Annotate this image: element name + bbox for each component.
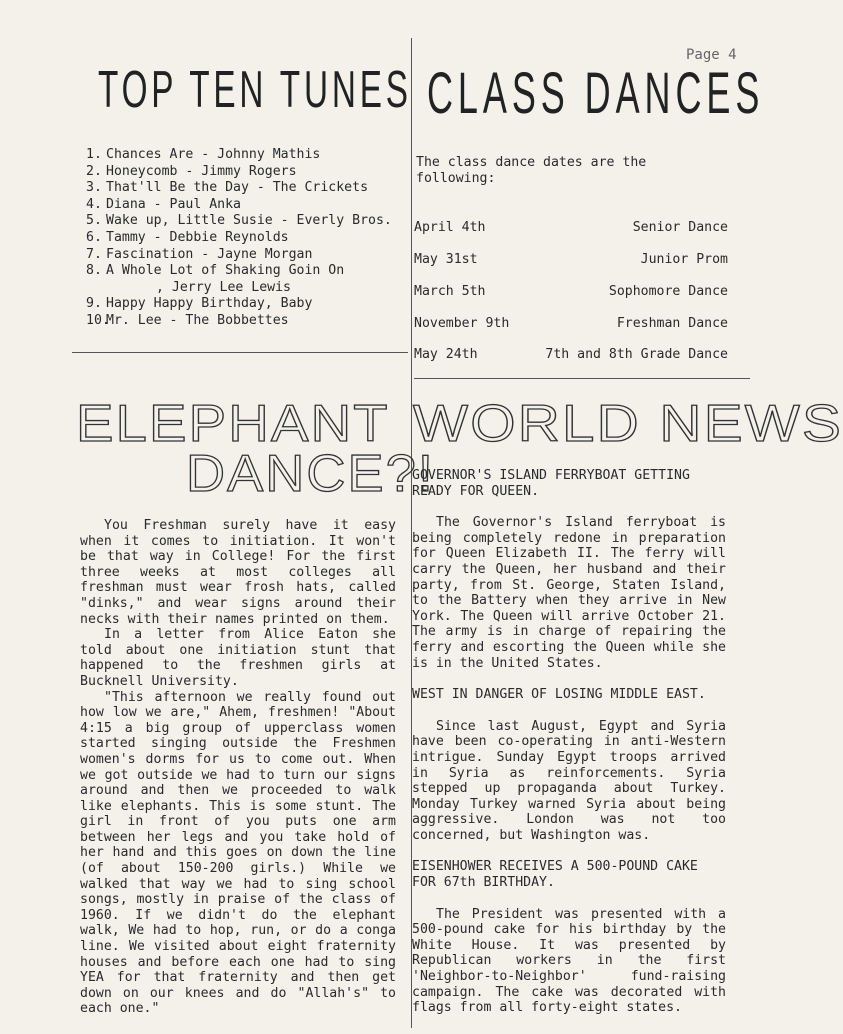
dance-row bbox=[414, 316, 728, 331]
tune-item bbox=[86, 164, 392, 181]
tune-item bbox=[86, 213, 392, 230]
news-headline: WEST IN DANGER OF LOSING MIDDLE EAST. bbox=[412, 687, 706, 703]
dance-event: 7th and 8th Grade Dance bbox=[545, 347, 728, 362]
news-headline: GOVERNOR'S ISLAND FERRYBOAT GETTING READY FOR QUEEN. bbox=[412, 468, 690, 499]
news-body: Since last August, Egypt and Syria have been co-operating in anti-Western intrigue. Sunday Egypt troops arrived in Syria as reinforcements. Syria stepped up propaganda about Turkey. Monday Turkey warned Syria about being aggressive. London was not too concerned, but Washington was. bbox=[412, 718, 726, 843]
tune-item bbox=[86, 280, 392, 297]
dance-date: May 24th bbox=[414, 347, 478, 362]
world-news-title: WORLD NEWS bbox=[413, 395, 843, 453]
tune-text: Chances Are - Johnny Mathis bbox=[106, 147, 321, 162]
dance-row bbox=[414, 220, 728, 235]
news-body: The President was presented with a 500-pound cake for his birthday by the White House. It was presented by Republican workers in the first 'Neighbor-to-Neighbor' fund-raising campaign. The cake was decorated with flags from all forty-eight states. bbox=[412, 906, 726, 1016]
dance-event: Sophomore Dance bbox=[608, 284, 728, 299]
tune-number: 4. bbox=[86, 196, 102, 212]
world-news-article bbox=[412, 468, 726, 1016]
tune-item bbox=[86, 197, 392, 214]
tune-text: That'll Be the Day - The Crickets bbox=[106, 180, 369, 196]
tune-item bbox=[86, 180, 392, 197]
dance-row bbox=[414, 284, 728, 299]
dance-date: April 4th bbox=[414, 220, 486, 235]
tune-item bbox=[86, 247, 392, 264]
news-body: The Governor's Island ferryboat is being completely redone in preparation for Queen Elizabeth II. The ferry will carry the Queen, her husband and their party, from St. George, Staten Island, to the Battery when they arrive in New York. The Queen will arrive October 21. The army is in charge of repairing the ferry and escorting the Queen while she is in the United States. bbox=[412, 515, 726, 671]
tune-item bbox=[86, 230, 392, 247]
tune-number: 5. bbox=[86, 213, 102, 229]
dance-date: November 9th bbox=[414, 316, 510, 331]
tune-text: , Jerry Lee Lewis bbox=[156, 279, 291, 295]
tune-number: 7. bbox=[86, 246, 102, 262]
elephant-title-line1: ELEPHANT bbox=[76, 395, 390, 453]
tune-text: Diana - Paul Anka bbox=[106, 196, 241, 212]
tune-item bbox=[86, 147, 392, 164]
tune-text: Mr. Lee - The Bobbettes bbox=[106, 312, 289, 328]
class-dances-intro: The class dance dates are the following: bbox=[416, 155, 647, 186]
tune-text: Tammy - Debbie Reynolds bbox=[106, 229, 289, 245]
top-ten-title: TOP TEN TUNES bbox=[98, 61, 412, 119]
class-dances-title: CLASS DANCES bbox=[427, 61, 765, 126]
tune-number: 8. bbox=[86, 263, 102, 279]
tune-number: 3. bbox=[86, 180, 102, 196]
tune-text: A Whole Lot of Shaking Goin On bbox=[106, 263, 345, 279]
dance-row bbox=[414, 252, 728, 267]
elephant-paragraph: "This afternoon we really found out how low we are," Ahem, freshmen! "About 4:15 a big group of upperclass women started singing outside the Freshmen women's dorms for us to come out. When we got outside we had to turn our signs around and then we proceeded to walk like elephants. This is some stunt. The girl in front of you puts one arm between her legs and you take hold of her hand and this goes on down the line (of about 150-200 girls.) While we walked that way we had to sing school songs, mostly in praise of the class of 1960. If we didn't do the elephant walk, We had to hop, run, or do a conga line. We visited about eight fraternity houses and before each one had to sing YEA for that fraternity and then get down on our knees and do "Allah's" to each one." bbox=[80, 689, 396, 1017]
tune-text: Fascination - Jayne Morgan bbox=[106, 246, 313, 262]
dance-row bbox=[414, 347, 728, 362]
news-headline: EISENHOWER RECEIVES A 500-POUND CAKE FOR 67th BIRTHDAY. bbox=[412, 859, 698, 891]
tune-number: 10. bbox=[86, 312, 110, 328]
dance-date: May 31st bbox=[414, 252, 478, 267]
tune-number: 6. bbox=[86, 229, 102, 245]
dance-event: Senior Dance bbox=[632, 220, 728, 235]
page-number: Page 4 bbox=[686, 47, 737, 63]
elephant-paragraph: In a letter from Alice Eaton she told about one initiation stunt that happened to the freshmen girls at Bucknell University. bbox=[80, 627, 396, 689]
tune-text: Happy Happy Birthday, Baby bbox=[106, 296, 313, 312]
tune-item bbox=[86, 296, 392, 313]
tune-item bbox=[86, 263, 392, 280]
tune-text: Honeycomb - Jimmy Rogers bbox=[106, 163, 297, 179]
elephant-title-line2: DANCE?! bbox=[186, 445, 435, 503]
top-ten-list bbox=[86, 147, 392, 330]
dance-event: Freshman Dance bbox=[616, 316, 728, 331]
tune-number: 1. bbox=[86, 147, 102, 162]
tune-item bbox=[86, 313, 392, 330]
dance-date: March 5th bbox=[414, 284, 486, 299]
elephant-article bbox=[80, 518, 396, 1017]
tune-text: Wake up, Little Susie - Everly Bros. bbox=[106, 213, 392, 229]
dance-event: Junior Prom bbox=[640, 252, 728, 267]
left-divider bbox=[72, 352, 408, 353]
tune-number: 2. bbox=[86, 163, 102, 179]
tune-number: 9. bbox=[86, 296, 102, 312]
right-divider bbox=[414, 378, 750, 379]
elephant-paragraph: You Freshman surely have it easy when it comes to initiation. It won't be that way in College! For the first three weeks at most colleges all freshman must wear frosh hats, called "dinks," and wear signs around their necks with their names printed on them. bbox=[80, 518, 396, 627]
